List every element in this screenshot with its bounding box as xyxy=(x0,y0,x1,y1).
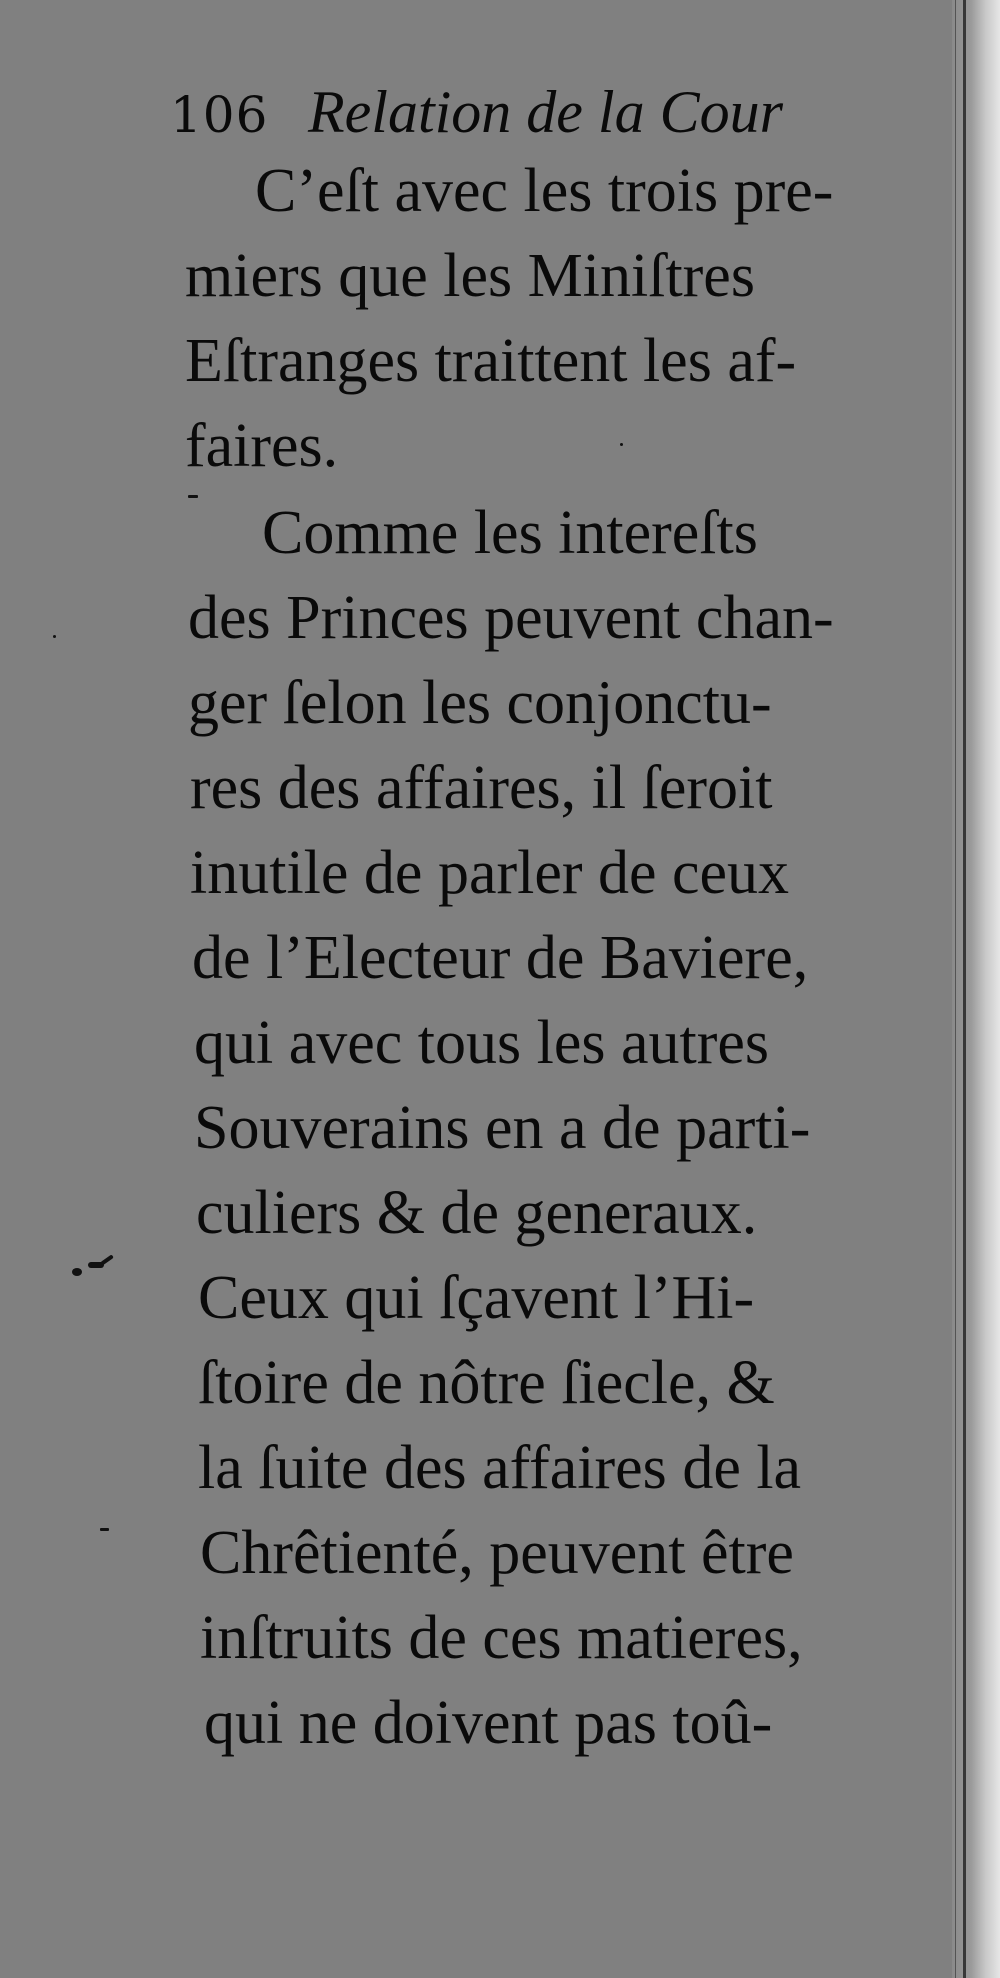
text-line: qui ne doivent pas toû- xyxy=(204,1689,773,1757)
page-header xyxy=(170,78,960,158)
text-line: C’eſt avec les trois pre- xyxy=(255,157,834,225)
ink-speck xyxy=(100,1254,114,1265)
text-line: ger ſelon les conjonctu- xyxy=(188,669,772,737)
ink-speck xyxy=(620,443,623,446)
text-line: res des affaires, il ſeroit xyxy=(190,754,773,822)
text-line: de l’Electeur de Baviere, xyxy=(192,924,809,992)
text-line: miers que les Miniſtres xyxy=(185,242,755,310)
text-line: Comme les intereſts xyxy=(262,499,758,567)
ink-speck xyxy=(53,635,56,638)
text-line: inſtruits de ces matieres, xyxy=(200,1604,803,1672)
text-line: Ceux qui ſçavent l’Hi- xyxy=(198,1264,755,1332)
text-line: Souverains en a de parti- xyxy=(194,1094,811,1162)
text-line: culiers & de generaux. xyxy=(196,1179,758,1247)
page-number: 106 xyxy=(170,86,269,144)
text-line: inutile de parler de ceux xyxy=(190,839,790,907)
ink-speck xyxy=(72,1268,82,1276)
text-line: la ſuite des affaires de la xyxy=(198,1434,802,1502)
running-head: Relation de la Cour xyxy=(308,79,783,145)
text-line: faires. xyxy=(185,412,339,480)
text-line: qui avec tous les autres xyxy=(194,1009,770,1077)
text-line: Chrêtienté, peuvent être xyxy=(200,1519,794,1587)
text-line: Eſtranges traittent les af- xyxy=(185,327,797,395)
text-line: ſtoire de nôtre ſiecle, & xyxy=(198,1349,775,1417)
text-line: des Princes peuvent chan- xyxy=(188,584,834,652)
ink-speck xyxy=(100,1528,109,1531)
ink-speck xyxy=(188,495,198,498)
